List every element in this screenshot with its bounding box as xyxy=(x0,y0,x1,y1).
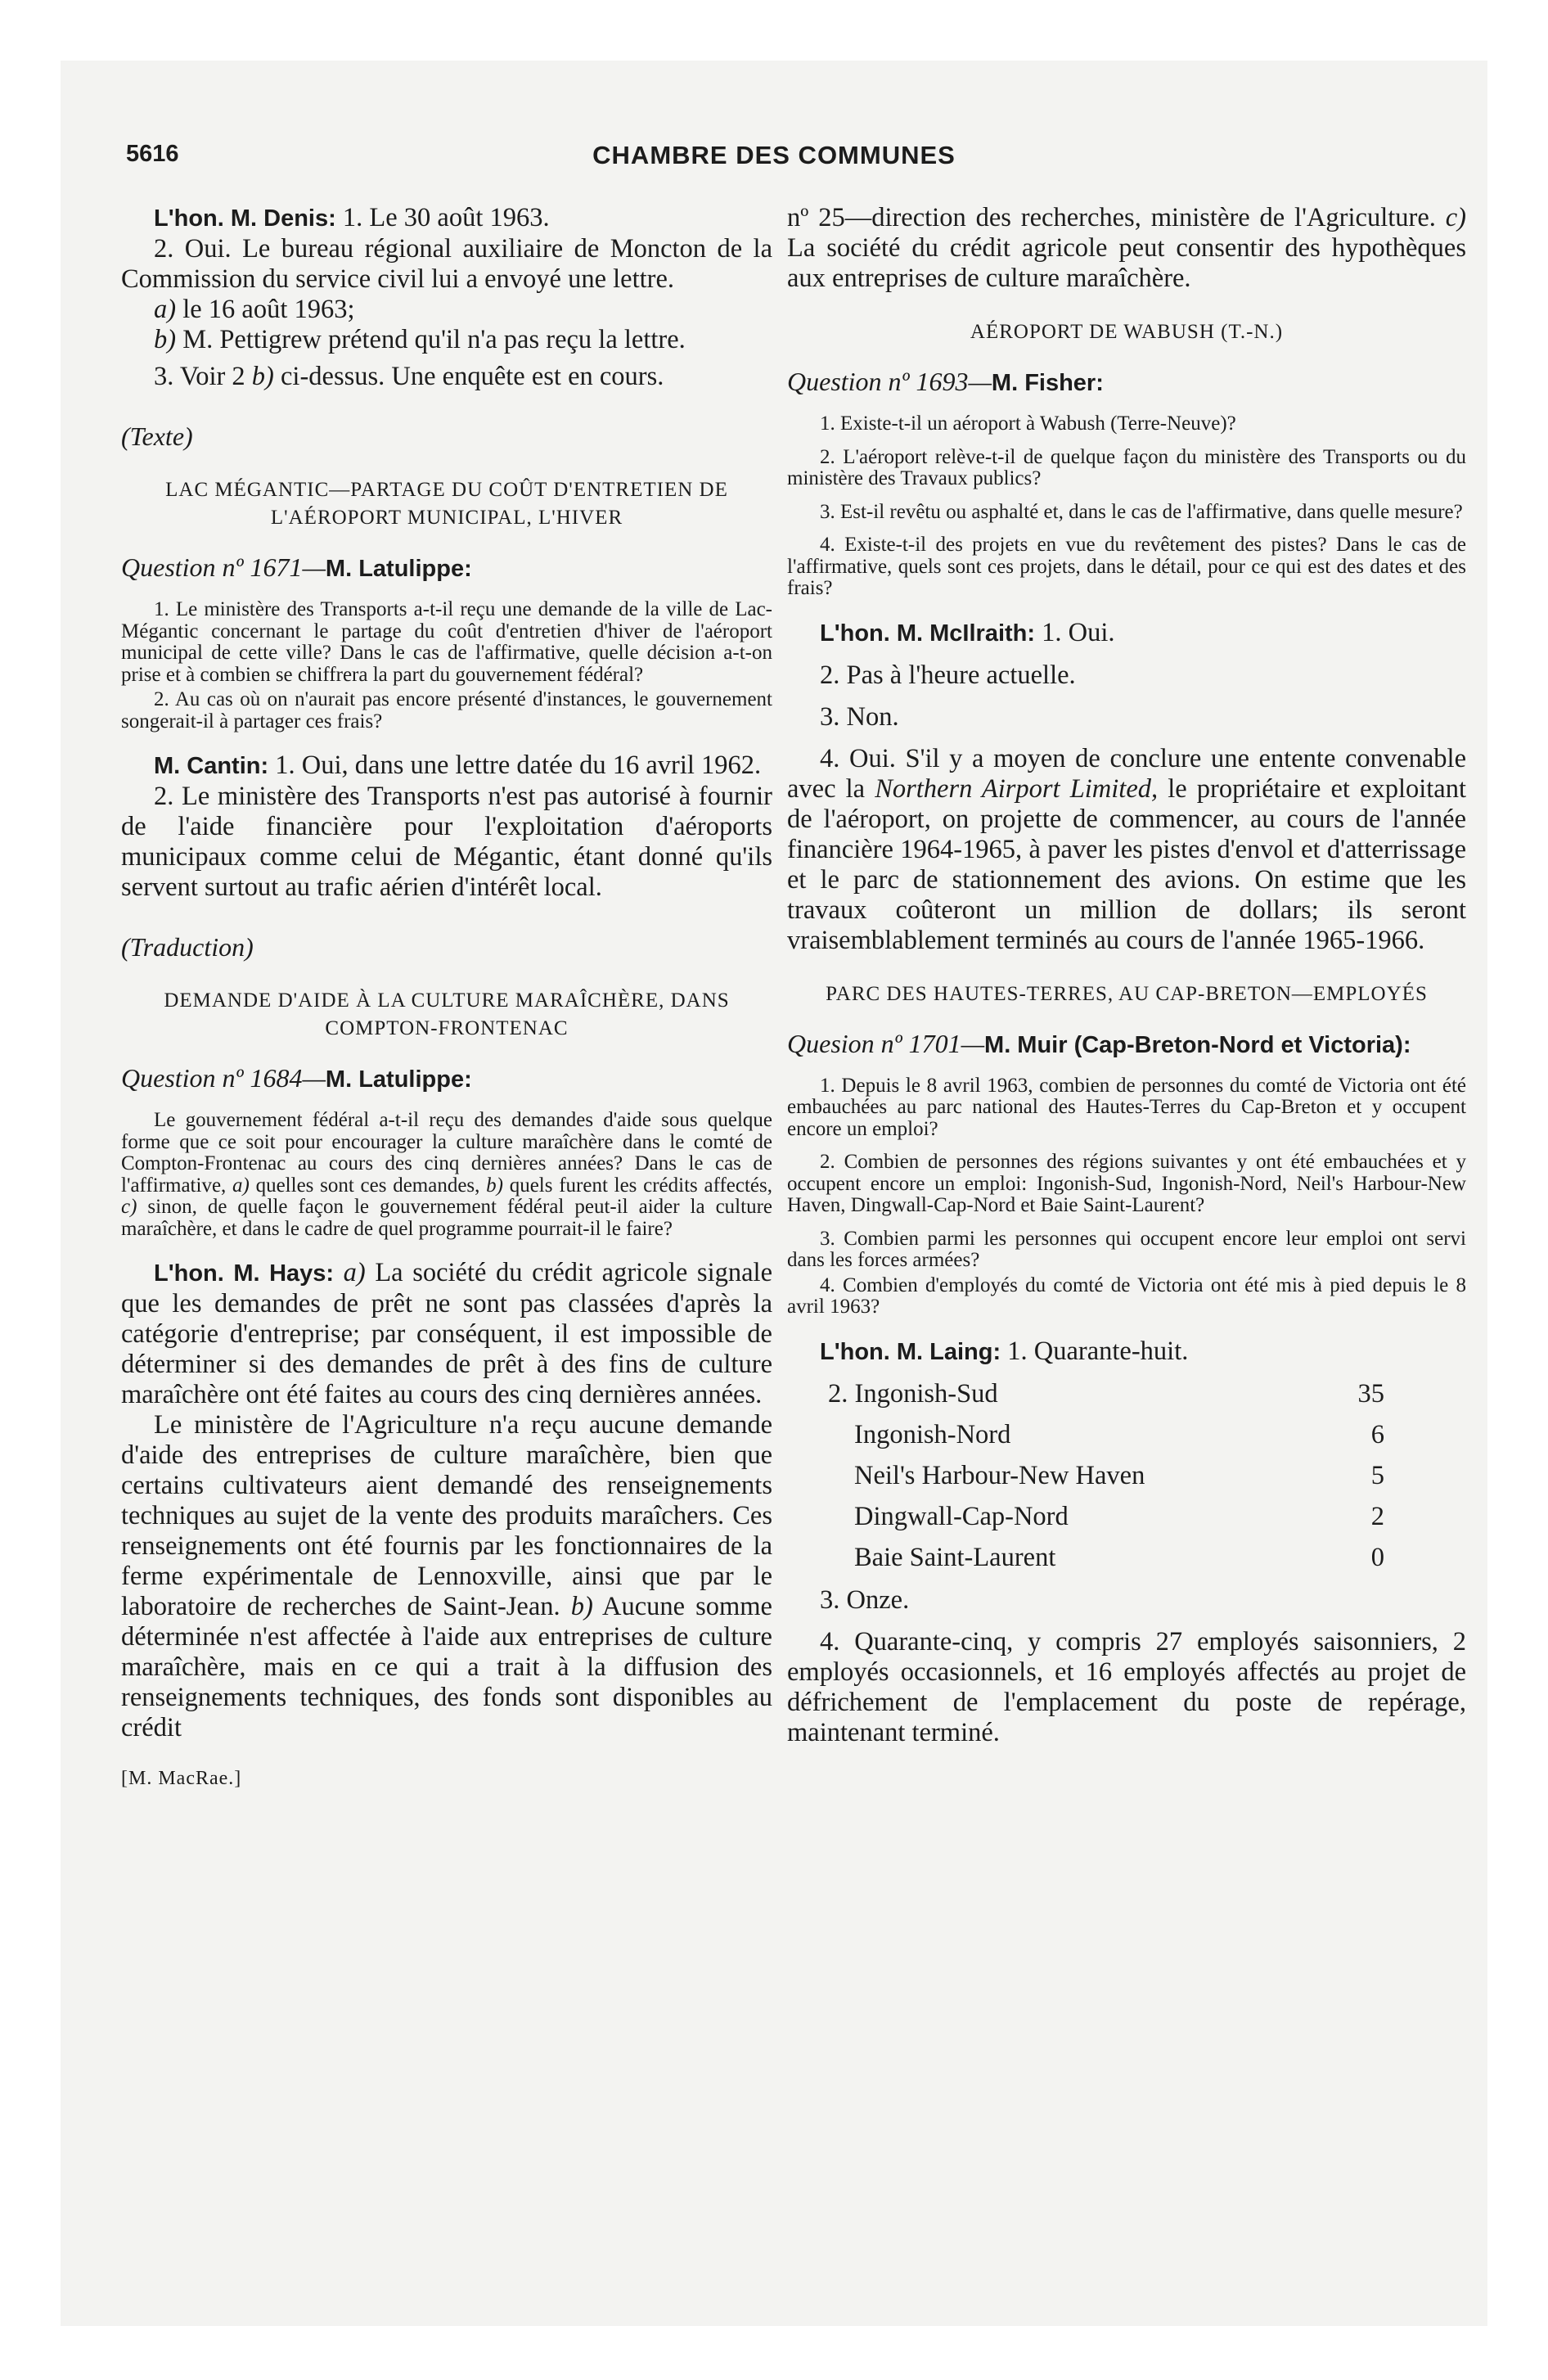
speaker-name: M. Cantin: xyxy=(154,753,269,779)
answer-denis: L'hon. M. Denis: 1. Le 30 août 1963. xyxy=(154,203,550,232)
table-cell-count: 6 xyxy=(1370,1419,1384,1449)
answer-mcilraith: L'hon. M. McIlraith: 1. Oui. xyxy=(820,617,1115,647)
question-heading: Quesion nº 1701—M. Muir (Cap-Breton-Nord et Victoria): xyxy=(787,1028,1411,1058)
page-footer: [M. MacRae.] xyxy=(121,1768,242,1789)
answer-paragraph: 2. Pas à l'heure actuelle. xyxy=(820,660,1076,690)
answer-continuation: nº 25—direction des recherches, ministère de l'Agriculture. c) La société du crédit agricole peut consentir des hypothèques aux entreprises de culture maraîchère. xyxy=(787,203,1466,293)
section-heading: LAC MÉGANTIC—PARTAGE DU COÛT D'ENTRETIEN DE L'AÉROPORT MUNICIPAL, L'HIVER xyxy=(165,479,728,529)
answer-laing: L'hon. M. Laing: 1. Quarante-huit. xyxy=(820,1336,1189,1366)
answer-cantin: M. Cantin: 1. Oui, dans une lettre datée du 16 avril 1962. xyxy=(154,751,762,780)
table-row xyxy=(828,1456,1384,1497)
answer-item-a: a) le 16 août 1963; xyxy=(154,295,355,324)
employees-table xyxy=(828,1374,1384,1579)
question-text: 1. Le ministère des Transports a-t-il reçu une demande de la ville de Lac-Mégantic concernant le partage du coût d'entretien d'hiver de l'aéroport municipal de cette ville? Dans le cas de l'affirmative, quelle décision a-t-on prise et à combien se chiffrera la part du gouvernement fédéral? xyxy=(121,598,772,686)
answer-paragraph: 4. Quarante-cinq, y compris 27 employés saisonniers, 2 employés occasionnels, et 16 employés affectés au projet de défrichement de l'emplacement du poste de repérage, maintenant terminé. xyxy=(787,1626,1466,1747)
question-text: 4. Existe-t-il des projets en vue du revêtement des pistes? Dans le cas de l'affirmative, quels sont ces projets, dans le détail, pour ce qui est des dates et des frais? xyxy=(787,534,1466,599)
right-column xyxy=(787,203,1466,1748)
question-text: 1. Depuis le 8 avril 1963, combien de personnes du comté de Victoria ont été embauchées au parc national des Hautes-Terres du Cap-Breton et y occupent encore un emploi? xyxy=(787,1074,1466,1140)
running-header xyxy=(61,141,1487,174)
question-heading: Question nº 1693—M. Fisher: xyxy=(787,367,1104,396)
table-row xyxy=(828,1538,1384,1579)
answer-paragraph: 2. Oui. Le bureau régional auxiliaire de Moncton de la Commission du service civil lui a envoyé une lettre. xyxy=(121,234,772,294)
table-cell-place: Baie Saint-Laurent xyxy=(854,1542,1056,1572)
question-text: 1. Existe-t-il un aéroport à Wabush (Terre-Neuve)? xyxy=(820,412,1236,435)
question-text: 2. Au cas où on n'aurait pas encore présenté d'instances, le gouvernement songerait-il à partager ces frais? xyxy=(121,688,772,732)
table-cell-count: 5 xyxy=(1370,1460,1384,1490)
section-heading: AÉROPORT DE WABUSH (T.-N.) xyxy=(970,321,1284,343)
question-text: 3. Est-il revêtu ou asphalté et, dans le cas de l'affirmative, dans quelle mesure? xyxy=(820,500,1463,523)
table-cell-place: Ingonish-Nord xyxy=(854,1419,1011,1449)
language-tag: (Texte) xyxy=(121,421,193,451)
question-text: 2. Combien de personnes des régions suivantes y ont été embauchées et y occupent encore un emploi: Ingonish-Sud, Ingonish-Nord, Neil's Harbour-New Haven, Dingwall-Cap-Nord et Baie Saint-Laurent? xyxy=(787,1151,1466,1216)
question-heading: Question nº 1684—M. Latulippe: xyxy=(121,1063,472,1093)
question-heading: Question nº 1671—M. Latulippe: xyxy=(121,552,472,582)
answer-paragraph: 3. Voir 2 b) ci-dessus. Une enquête est en cours. xyxy=(154,362,664,391)
language-tag: (Traduction) xyxy=(121,932,254,962)
left-column xyxy=(121,203,772,1790)
answer-paragraph: 2. Le ministère des Transports n'est pas autorisé à fournir de l'aide financière pour l'exploitation d'aéroports municipaux comme celui de Mégantic, étant donné qu'ils servent surtout au trafic aérien d'intérêt local. xyxy=(121,782,772,902)
table-cell-count: 2 xyxy=(1370,1501,1384,1531)
table-cell-place: Dingwall-Cap-Nord xyxy=(854,1501,1069,1531)
question-text: Le gouvernement fédéral a-t-il reçu des demandes d'aide sous quelque forme que ce soit pour encourager la culture maraîchère dans le comté de Compton-Frontenac au cours des cinq dernières années? Dans le cas de l'affirmative, a) quelles sont ces demandes, b) quels furent les crédits affectés, c) sinon, de quelle façon le gouvernement fédéral peut-il aider la culture maraîchère, et dans le cadre de quel programme pourrait-il le faire? xyxy=(121,1109,773,1240)
speaker-name: L'hon. M. McIlraith: xyxy=(820,620,1036,647)
table-row xyxy=(828,1497,1384,1538)
speaker-name: L'hon. M. Laing: xyxy=(820,1338,1001,1365)
question-text: 4. Combien d'employés du comté de Victoria ont été mis à pied depuis le 8 avril 1963? xyxy=(787,1273,1466,1318)
answer-paragraph: Le ministère de l'Agriculture n'a reçu aucune demande d'aide des entreprises de culture maraîchère, bien que certains cultivateurs aient demandé des renseignements techniques au sujet de la vente des produits maraîchers. Ces renseignements ont été fournis par les fonctionnaires de la ferme expérimentale de Lennoxville, ainsi que par le laboratoire de recherches de Saint-Jean. b) Aucune somme déterminée n'est affectée à l'aide aux entreprises de culture maraîchère, mais en ce qui a trait à la diffusion des renseignements techniques, des fonds sont disponibles au crédit xyxy=(121,1410,772,1742)
table-cell-count: 35 xyxy=(1357,1378,1384,1409)
answer-paragraph: 3. Onze. xyxy=(820,1584,910,1615)
table-cell-place: Neil's Harbour-New Haven xyxy=(854,1460,1145,1490)
table-row xyxy=(828,1415,1384,1456)
question-text: 3. Combien parmi les personnes qui occupent encore leur emploi ont servi dans les forces armées? xyxy=(787,1227,1466,1271)
section-heading: DEMANDE D'AIDE À LA CULTURE MARAÎCHÈRE, DANS COMPTON-FRONTENAC xyxy=(164,989,730,1039)
table-cell-count: 0 xyxy=(1370,1542,1384,1572)
section-heading: PARC DES HAUTES-TERRES, AU CAP-BRETON—EMPLOYÉS xyxy=(826,982,1428,1005)
speaker-name: L'hon. M. Hays: xyxy=(154,1260,335,1287)
page-title: CHAMBRE DES COMMUNES xyxy=(592,141,956,169)
answer-paragraph: 4. Oui. S'il y a moyen de conclure une entente convenable avec la Northern Airport Limited, le propriétaire et exploitant de l'aéroport, on projette de commencer, au cours de l'année financière 1964-1965, à paver les pistes d'envol et d'atterrissage et le parc de stationnement des avions. On estime que les travaux coûteront un million de dollars; ils seront vraisemblablement terminés au cours de l'année 1965-1966. xyxy=(787,743,1466,955)
table-row xyxy=(828,1374,1384,1415)
speaker-name: L'hon. M. Denis: xyxy=(154,205,336,232)
question-text: 2. L'aéroport relève-t-il de quelque façon du ministère des Transports ou du ministère des Travaux publics? xyxy=(787,445,1466,489)
answer-hays: L'hon. M. Hays: a) La société du crédit agricole signale que les demandes de prêt ne sont pas classées d'après la catégorie d'entreprise; par conséquent, il est impossible de déterminer si des demandes de prêt à des fins de culture maraîchère ont été faites au cours des cinq dernières années. xyxy=(121,1258,772,1409)
answer-paragraph: 3. Non. xyxy=(820,701,899,732)
table-cell-place: 2. Ingonish-Sud xyxy=(828,1378,998,1409)
page-number: 5616 xyxy=(126,141,179,167)
answer-item-b: b) M. Pettigrew prétend qu'il n'a pas reçu la lettre. xyxy=(154,325,686,354)
